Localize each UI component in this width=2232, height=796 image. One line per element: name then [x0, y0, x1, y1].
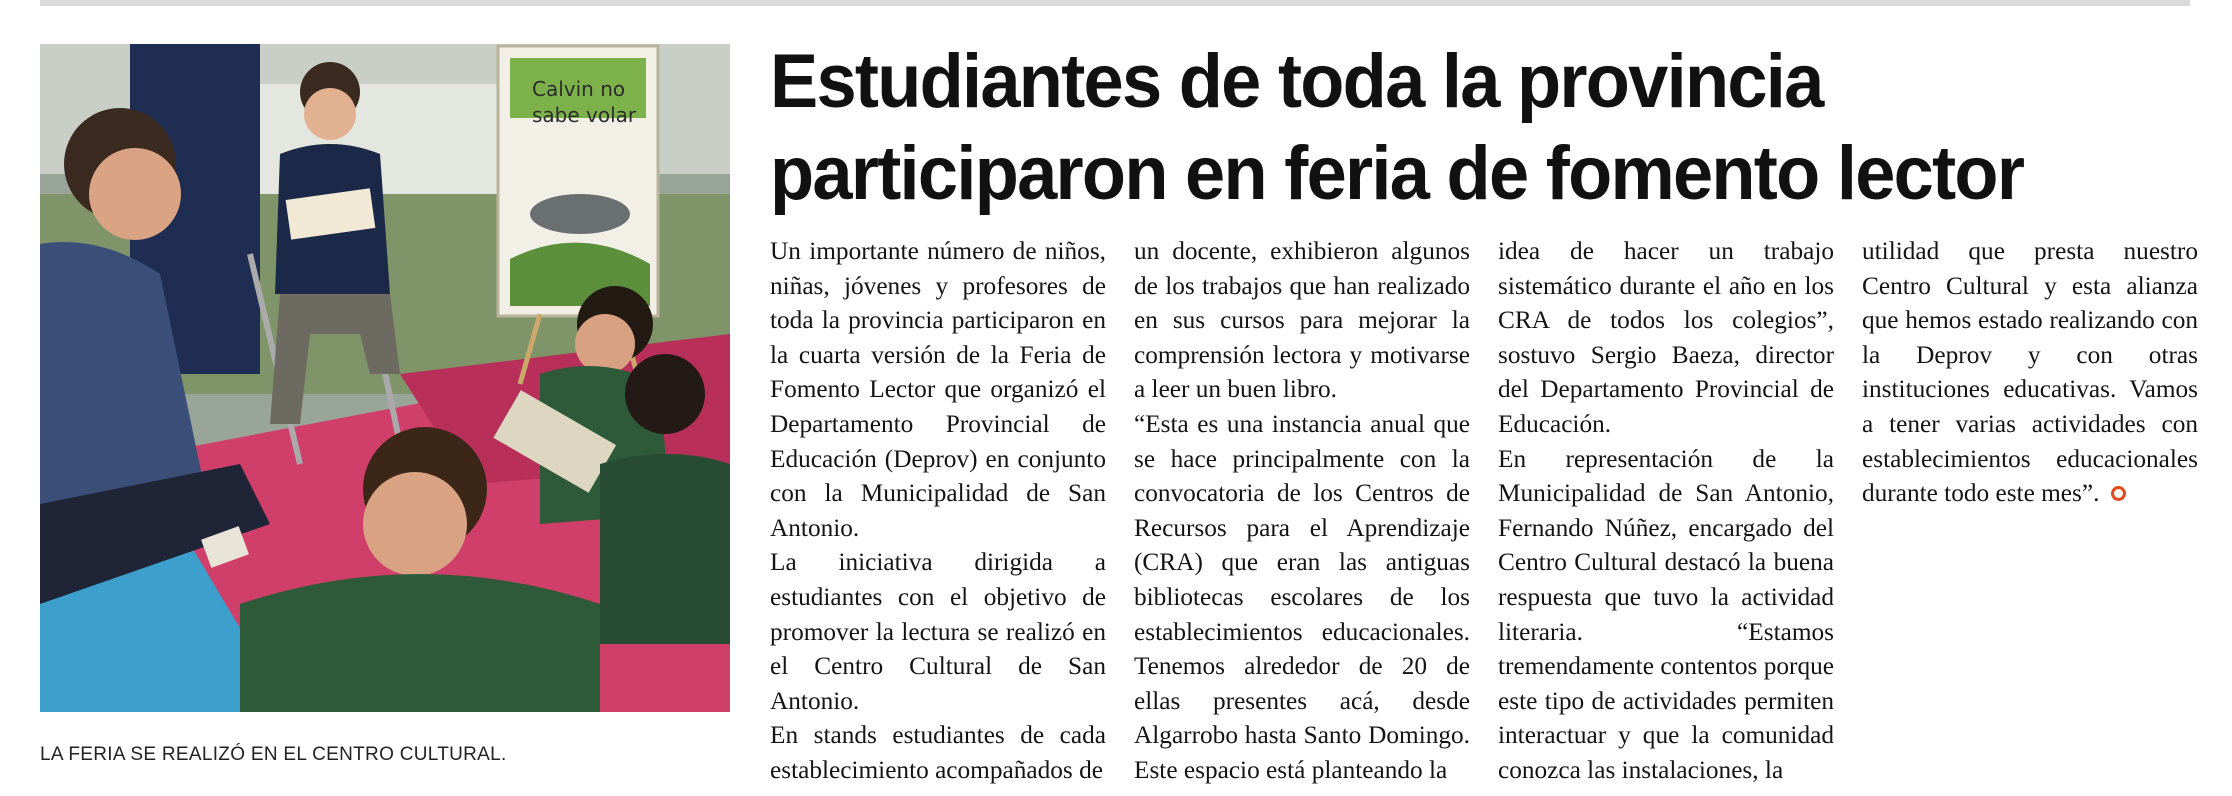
body-column-4 — [1862, 234, 2198, 511]
photo-caption: LA FERIA SE REALIZÓ EN EL CENTRO CULTURAL. — [40, 744, 507, 765]
headline-line-2: participaron en feria de fomento lector — [770, 131, 2024, 216]
article-paragraph: La iniciativa dirigida a estudiantes con el objetivo de promover la lectura se realizó en el Centro Cultural de San Antonio. — [770, 548, 1106, 715]
body-column-1 — [770, 234, 1106, 788]
headline-line-1: Estudiantes de toda la provincia — [770, 39, 1823, 124]
end-of-article-icon — [2111, 486, 2126, 501]
article-paragraph: utilidad que presta nuestro Centro Cultural y esta alianza que hemos estado realizando con la Deprov y con otras instituciones educativas. Vamos a tener varias actividades con establecimientos educacionales durante todo este mes”. — [1862, 237, 2198, 508]
article-paragraph: En representación de la Municipalidad de San Antonio, Fernando Núñez, encargado del Centro Cultural destacó la buena respuesta que tuvo la actividad literaria. “Estamos tremendamente contentos porque este tipo de actividades permiten interactuar y que la comunidad conozca las instalaciones, la — [1498, 444, 1834, 784]
article-paragraph: Un importante número de niños, niñas, jóvenes y profesores de toda la provincia participaron en la cuarta versión de la Feria de Fomento Lector que organizó el Departamento Provincial de Educación (Deprov) en conjunto con la Municipalidad de San Antonio. — [770, 237, 1106, 542]
body-column-2 — [1134, 234, 1470, 788]
top-rule — [40, 0, 2190, 6]
article-headline — [770, 36, 2119, 220]
article-paragraph: “Esta es una instancia anual que se hace principalmente con la convocatoria de los Centros de Recursos para el Aprendizaje (CRA) que eran las antiguas bibliotecas escolares de los establecimientos educacionales. Tenemos alrededor de 20 de ellas presentes acá, desde Algarrobo hasta Santo Domingo. Este espacio está planteando la — [1134, 409, 1470, 784]
article-photo — [40, 44, 730, 712]
book-title-line1: Calvin no — [532, 77, 626, 101]
article-paragraph: un docente, exhibieron algunos de los trabajos que han realizado en sus cursos para mejorar la comprensión lectora y motivarse a leer un buen libro. — [1134, 237, 1470, 404]
body-column-3 — [1498, 234, 1834, 788]
article-paragraph: En stands estudiantes de cada establecimiento acompañados de — [770, 721, 1106, 784]
book-title-line2: sabe volar — [532, 103, 637, 127]
article-paragraph: idea de hacer un trabajo sistemático durante el año en los CRA de todos los colegios”, sostuvo Sergio Baeza, director del Departamento Provincial de Educación. — [1498, 237, 1834, 438]
